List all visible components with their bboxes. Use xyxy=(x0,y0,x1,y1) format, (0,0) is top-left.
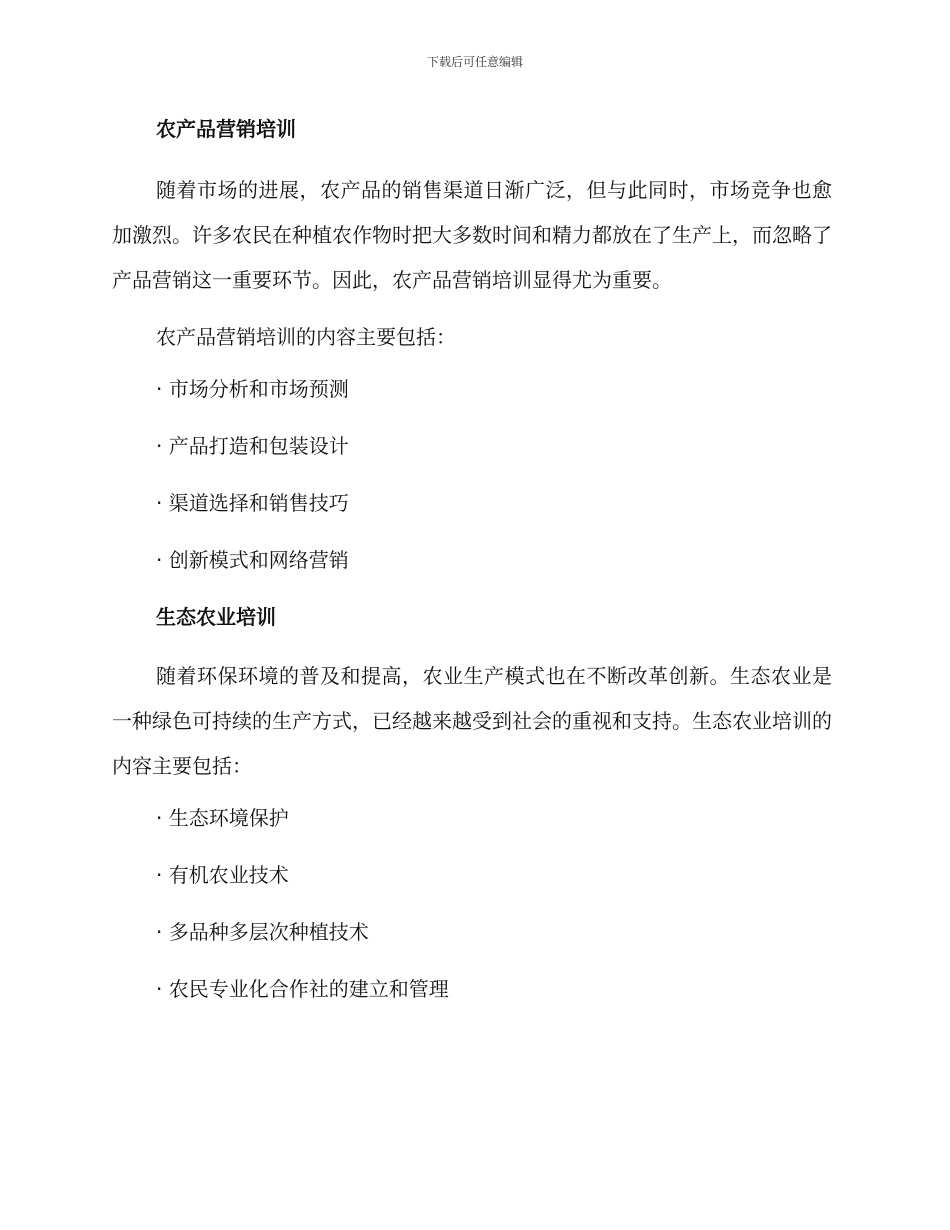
list-item: · 渠道选择和销售技巧 xyxy=(156,491,349,515)
paragraph-marketing-contents: 农产品营销培训的内容主要包括： xyxy=(156,325,456,349)
header-note: 下载后可任意编辑 xyxy=(426,55,523,69)
list-item: · 创新模式和网络营销 xyxy=(156,548,349,572)
list-item: · 有机农业技术 xyxy=(156,863,289,887)
paragraph-eco-intro: 随着环保环境的普及和提高，农业生产模式也在不断改革创新。生态农业是一种绿色可持续的生产方式，已经越来越受到社会的重视和支持。生态农业培训的内容主要包括： xyxy=(112,664,832,778)
section-title-eco-agriculture: 生态农业培训 xyxy=(156,605,276,629)
list-item: · 多品种多层次种植技术 xyxy=(156,920,369,944)
marketing-topic-list xyxy=(112,372,832,577)
paragraph-marketing-intro: 随着市场的进展，农产品的销售渠道日渐广泛，但与此同时，市场竞争也愈加激烈。许多农民在种植农作物时把大多数时间和精力都放在了生产上，而忽略了产品营销这一重要环节。因此，农产品营销培训显得尤为重要。 xyxy=(112,178,832,292)
eco-topic-list xyxy=(112,801,832,1006)
list-item: · 市场分析和市场预测 xyxy=(156,377,349,401)
list-item: · 生态环境保护 xyxy=(156,806,289,830)
document-body xyxy=(112,112,832,1006)
list-item: · 农民专业化合作社的建立和管理 xyxy=(156,977,449,1001)
section-title-marketing: 农产品营销培训 xyxy=(156,117,296,141)
list-item: · 产品打造和包装设计 xyxy=(156,434,349,458)
